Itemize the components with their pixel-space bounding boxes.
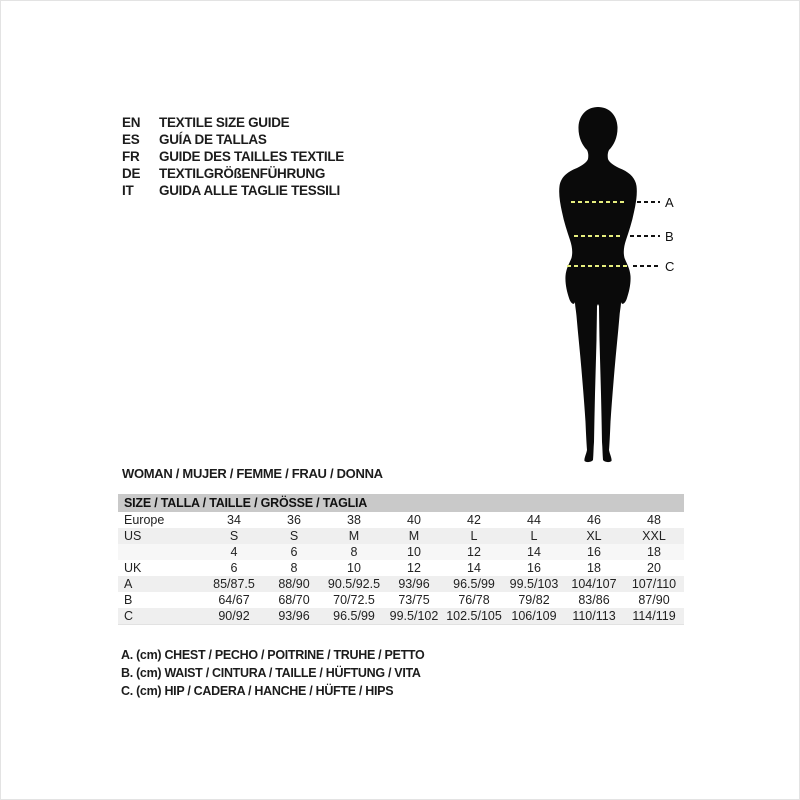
table-header: SIZE / TALLA / TAILLE / GRÖSSE / TAGLIA <box>118 494 684 512</box>
table-cell: 10 <box>407 545 421 559</box>
table-row <box>118 608 684 624</box>
table-cell: L <box>470 529 478 543</box>
table-cell: 14 <box>527 545 541 559</box>
lang-code: DE <box>122 166 141 181</box>
table-cell: 40 <box>407 513 421 527</box>
hip-measure-dash <box>567 265 627 267</box>
table-row <box>118 560 684 576</box>
lang-code: EN <box>122 115 141 130</box>
table-row <box>118 576 684 592</box>
table-cell: 36 <box>287 513 301 527</box>
table-cell: 104/107 <box>571 577 617 591</box>
table-cell: 10 <box>347 561 361 575</box>
table-cell: 76/78 <box>458 593 490 607</box>
table-cell: 114/119 <box>632 609 676 623</box>
table-cell: 102.5/105 <box>446 609 502 623</box>
lang-code: IT <box>122 183 134 198</box>
language-title-block <box>122 114 344 199</box>
chest-measure-dash <box>571 201 625 203</box>
table-cell: 73/75 <box>398 593 430 607</box>
legend-waist: B. (cm) WAIST / CINTURA / TAILLE / HÜFTUNG / VITA <box>121 666 421 680</box>
size-table <box>118 494 684 625</box>
table-cell: 18 <box>647 545 661 559</box>
measurement-legend <box>121 646 424 700</box>
table-cell: 38 <box>347 513 361 527</box>
table-cell: 88/90 <box>278 577 310 591</box>
table-cell: 99.5/103 <box>509 577 559 591</box>
table-cell: 48 <box>647 513 661 527</box>
table-row <box>118 512 684 528</box>
table-cell: 68/70 <box>278 593 310 607</box>
table-cell: 106/109 <box>511 609 557 623</box>
measure-label-b: B <box>665 229 674 244</box>
row-label <box>118 544 204 560</box>
row-label: US <box>124 529 142 543</box>
table-cell: 96.5/99 <box>453 577 495 591</box>
row-label: C <box>124 609 134 623</box>
title-row-es <box>122 131 344 148</box>
row-label: UK <box>124 561 142 575</box>
table-cell: 93/96 <box>398 577 430 591</box>
measure-label-c: C <box>665 259 675 274</box>
table-cell: 46 <box>587 513 601 527</box>
row-label: B <box>124 593 133 607</box>
table-cell: 4 <box>230 545 238 559</box>
table-cell: 16 <box>587 545 601 559</box>
table-cell: 90.5/92.5 <box>327 577 381 591</box>
table-cell: 6 <box>290 545 298 559</box>
table-body <box>118 512 684 624</box>
table-cell: 83/86 <box>578 593 610 607</box>
table-cell: 12 <box>407 561 421 575</box>
waist-measure-dash <box>574 235 622 237</box>
title-text: GUIDE DES TAILLES TEXTILE <box>159 149 345 164</box>
table-cell: 107/110 <box>631 577 677 591</box>
table-row <box>118 544 684 560</box>
title-row-en <box>122 114 344 131</box>
table-cell: XL <box>586 529 602 543</box>
chest-leader-dash <box>637 201 660 203</box>
table-cell: 34 <box>227 513 241 527</box>
table-cell: 44 <box>527 513 541 527</box>
table-row <box>118 592 684 608</box>
table-cell: 85/87.5 <box>213 577 255 591</box>
hip-leader-dash <box>633 265 660 267</box>
lang-code: FR <box>122 149 140 164</box>
title-row-fr <box>122 148 344 165</box>
legend-hip: C. (cm) HIP / CADERA / HANCHE / HÜFTE / HIPS <box>121 684 394 698</box>
table-cell: 8 <box>350 545 358 559</box>
title-text: TEXTILE SIZE GUIDE <box>159 115 290 130</box>
table-cell: 87/90 <box>638 593 670 607</box>
table-cell: 8 <box>290 561 298 575</box>
table-cell: 6 <box>230 561 238 575</box>
table-cell: 64/67 <box>218 593 250 607</box>
table-cell: 42 <box>467 513 481 527</box>
table-cell: 96.5/99 <box>333 609 375 623</box>
table-cell: 110/113 <box>572 609 616 623</box>
waist-leader-dash <box>630 235 660 237</box>
table-cell: XXL <box>642 529 666 543</box>
section-caption: WOMAN / MUJER / FEMME / FRAU / DONNA <box>122 466 383 481</box>
table-cell: 18 <box>587 561 601 575</box>
table-cell: 14 <box>467 561 481 575</box>
table-cell: S <box>229 529 239 543</box>
table-cell: 12 <box>467 545 481 559</box>
table-cell: M <box>348 529 360 543</box>
table-cell: 20 <box>647 561 661 575</box>
table-row <box>118 528 684 544</box>
title-row-de <box>122 165 344 182</box>
woman-silhouette <box>538 104 658 464</box>
legend-chest: A. (cm) CHEST / PECHO / POITRINE / TRUHE / PETTO <box>121 648 425 662</box>
table-cell: 93/96 <box>278 609 310 623</box>
row-label: Europe <box>124 513 165 527</box>
table-cell: S <box>289 529 299 543</box>
table-cell: 70/72.5 <box>333 593 375 607</box>
measure-label-a: A <box>665 195 674 210</box>
table-cell: 79/82 <box>518 593 550 607</box>
table-cell: 16 <box>527 561 541 575</box>
title-row-it <box>122 182 344 199</box>
row-label: A <box>124 577 133 591</box>
table-cell: M <box>408 529 420 543</box>
table-cell: L <box>530 529 538 543</box>
title-text: GUÍA DE TALLAS <box>159 132 267 147</box>
title-text: GUIDA ALLE TAGLIE TESSILI <box>159 183 340 198</box>
table-cell: 99.5/102 <box>389 609 439 623</box>
table-cell: 90/92 <box>218 609 250 623</box>
lang-code: ES <box>122 132 140 147</box>
title-text: TEXTILGRÖßENFÜHRUNG <box>159 166 326 181</box>
